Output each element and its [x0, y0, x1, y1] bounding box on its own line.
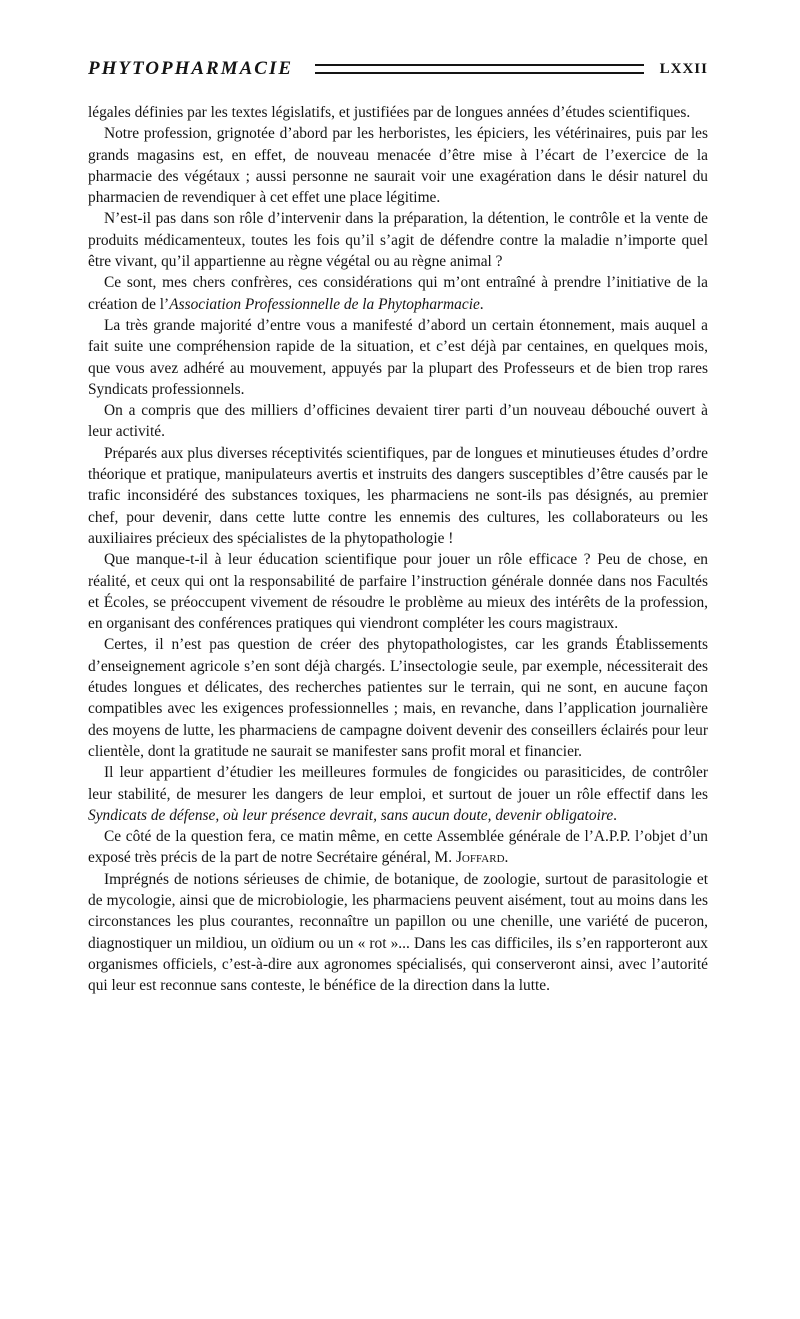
text-run: Imprégnés de notions sérieuses de chimie, de botanique, de zoologie, surtout de parasitologie et de mycologie, ainsi que de microbiologie, les pharmaciens peuvent aisément, tout au moins dans les circonstances les plus courantes, reconnaître un papillon ou une chenille, une variété de puceron, diagnostiquer un mildiou, un oïdium ou un « rot »... Dans les cas difficiles, ils s’en rapporteront aux organismes officiels, c’est-à-dire aux agronomes spécialisés, qui conserveront ainsi, avec l’autorité qui leur est reconnue sans conteste, le bénéfice de la direction dans la lutte.: [88, 870, 708, 995]
paragraph: [88, 549, 708, 634]
italic-text: Association Professionnelle de la Phytopharmacie: [169, 295, 480, 313]
italic-text: Syndicats de défense, où leur présence devrait, sans aucun doute, devenir obligatoire: [88, 806, 614, 824]
text-run: Ce sont, mes chers confrères, ces considérations qui m’ont entraîné à prendre l’initiative de la création de l’: [88, 274, 708, 313]
paragraph: [88, 400, 708, 443]
text-run: Certes, il n’est pas question de créer des phytopathologistes, car les grands Établissements d’enseignement agricole s’en sont déjà chargés. L’insectologie seule, par exemple, nécessiterait des études longues et délicates, des recherches patientes sur le terrain, qui ne sont, en aucune façon compatibles avec les exigences professionnelles ; mais, en revanche, dans l’application journalière des moyens de lutte, les pharmaciens de campagne doivent devenir des conseillers éclairés pour leur clientèle, dont la gratitude ne saurait se manifester sans profit moral et financier.: [88, 636, 708, 760]
text-run: On a compris que des milliers d’officines devaient tirer parti d’un nouveau débouché ouvert à leur activité.: [88, 402, 708, 441]
paragraph: [88, 869, 708, 997]
author-name: Joffard: [455, 849, 505, 867]
text-run: La très grande majorité d’entre vous a manifesté d’abord un certain étonnement, mais auquel a fait suite une compréhension rapide de la situation, et c’est déjà par centaines, en quelques mois, que vous avez adhéré au mouvement, appuyés par la plupart des Professeurs et de bien trop rares Syndicats professionnels.: [88, 316, 708, 398]
text-run: Préparés aux plus diverses réceptivités scientifiques, par de longues et minutieuses études d’ordre théorique et pratique, manipulateurs avertis et instruits des dangers susceptibles d’être causés par le trafic inconsidéré des substances toxiques, les pharmaciens ne sont-ils pas désignés, au premier chef, pour devenir, dans cette lutte contre les ennemis des cultures, les collaborateurs ou les auxiliaires précieux des spécialistes de la phytopathologie !: [88, 444, 708, 547]
double-rule: [315, 64, 644, 74]
paragraph: [88, 123, 708, 208]
page-number: LXXII: [659, 60, 708, 77]
text-run: Il leur appartient d’étudier les meilleures formules de fongicides ou parasiticides, de contrôler leur stabilité, de mesurer les dangers de leur emploi, et surtout de jouer un rôle effectif dans les: [88, 764, 708, 803]
paragraph: [88, 208, 708, 272]
paragraph: [88, 272, 708, 315]
text-run: .: [479, 295, 484, 313]
paragraph: [88, 762, 708, 826]
text-run: .: [504, 849, 509, 867]
text-run: légales définies par les textes législatifs, et justifiées par de longues années d’études scientifiques.: [88, 104, 691, 121]
text-run: Notre profession, grignotée d’abord par les herboristes, les épiciers, les vétérinaires, puis par les grands magasins est, en effet, de nouveau menacée d’être mise à l’écart de l’exercice de la pharmacie des végétaux ; aussi personne ne saurait voir une exagération dans le désir naturel du pharmacien de revendiquer à cet effet une place légitime.: [88, 125, 708, 207]
text-run: N’est-il pas dans son rôle d’intervenir dans la préparation, la détention, le contrôle et la vente de produits médicamenteux, toutes les fois qu’il s’agit de défendre contre la maladie n’importe quel être vivant, qu’il appartienne au règne végétal ou au règne animal ?: [88, 210, 708, 271]
paragraph: [88, 826, 708, 869]
text-run: Que manque-t-il à leur éducation scientifique pour jouer un rôle efficace ? Peu de chose, en réalité, et ceux qui ont la responsabilité de parfaire l’instruction générale donnée dans nos Facultés et Écoles, se préoccupent vivement de résoudre le problème au mieux des intérêts de la profession, en organisant des conférences pratiques qui viendront compléter les cours magistraux.: [88, 551, 708, 633]
paragraph: [88, 315, 708, 400]
running-title: PHYTOPHARMACIE: [88, 58, 294, 79]
paragraph: [88, 634, 708, 762]
document-page: [88, 56, 708, 996]
text-run: Ce côté de la question fera, ce matin même, en cette Assemblée générale de l’A.P.P. l’objet d’un exposé très précis de la part de notre Secrétaire général, M.: [88, 828, 708, 867]
paragraph: [88, 102, 708, 123]
paragraph: [88, 443, 708, 549]
body-text: [88, 102, 708, 996]
running-head: [88, 56, 708, 82]
text-run: .: [613, 806, 618, 824]
